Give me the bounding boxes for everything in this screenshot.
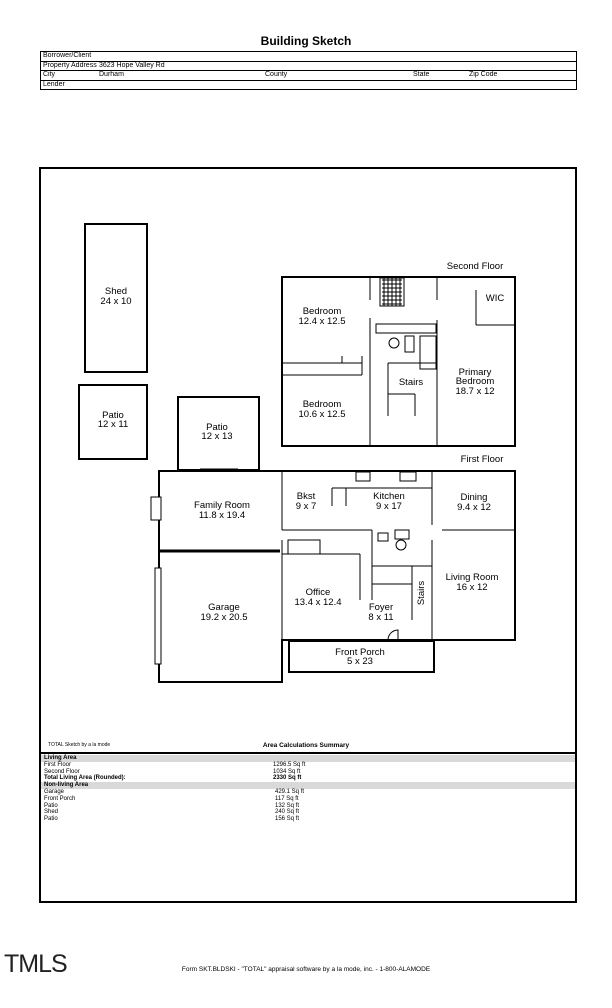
room-name: Dining (460, 492, 488, 503)
property-address: 3623 Hope Valley Rd (99, 61, 165, 69)
room-dimensions: 5 x 23 (347, 656, 373, 667)
county-label: County (265, 71, 288, 79)
zip-label: Zip Code (469, 71, 498, 79)
room-dimensions: 11.8 x 19.4 (198, 510, 246, 521)
area-summary-table (41, 755, 575, 823)
room-name: Bedroom (302, 306, 342, 317)
room-dimensions: 9.4 x 12 (457, 502, 491, 513)
first-floor-label: First Floor (460, 454, 504, 465)
total-living-row: Total Living Area (Rounded): 2330 Sq ft (44, 775, 302, 782)
room-dimensions: 24 x 10 (100, 296, 132, 307)
room-name: Bkst (296, 491, 316, 502)
area-row: Patio 132 Sq ft (44, 802, 300, 809)
area-row: Shed 240 Sq ft (44, 809, 300, 816)
room-name: Living Room (445, 572, 499, 583)
sketch-credit: TOTAL Sketch by a la mode (48, 742, 111, 748)
room-name: Kitchen (373, 491, 405, 502)
room-name: Stairs (416, 580, 427, 606)
second-floor-label: Second Floor (446, 261, 504, 272)
room-name: Family Room (194, 500, 250, 511)
borrower-label: Borrower/Client (43, 52, 92, 60)
area-summary-title: Area Calculations Summary (262, 742, 350, 749)
room-dimensions: 9 x 17 (376, 501, 402, 512)
room-name: Bedroom (455, 376, 495, 387)
room-dimensions: 19.2 x 20.5 (200, 612, 248, 623)
room-name: Primary (458, 367, 492, 378)
room-name: Stairs (398, 377, 424, 388)
area-divider (41, 752, 575, 754)
lender-label: Lender (43, 80, 65, 88)
room-dimensions: 8 x 11 (368, 612, 394, 623)
room-name: Foyer (368, 602, 394, 613)
page-title: Building Sketch (260, 34, 352, 48)
room-dimensions: 10.6 x 12.5 (298, 409, 346, 420)
room-dimensions: 12.4 x 12.5 (298, 316, 346, 327)
room-name: Garage (208, 602, 240, 613)
room-dimensions: 13.4 x 12.4 (294, 597, 342, 608)
room-name: WIC (485, 293, 505, 304)
nonliving-area-header: Non-living Area (41, 782, 575, 789)
room-dimensions: 12 x 13 (201, 431, 233, 442)
area-row: Garage 429.1 Sq ft (44, 788, 305, 795)
area-row: First Floor 1296.5 Sq ft (44, 761, 306, 768)
area-row: Second Floor 1034 Sq ft (44, 768, 301, 775)
area-row: Front Porch 117 Sq ft (44, 795, 299, 802)
city-value: Durham (99, 71, 124, 79)
footer-text: Form SKT.BLDSKI - "TOTAL" appraisal software by a la mode, inc. - 1-800-ALAMODE (181, 966, 431, 973)
state-label: State (413, 71, 430, 79)
room-dimensions: 16 x 12 (456, 582, 488, 593)
living-area-header: Living Area (41, 755, 575, 762)
city-label: City (43, 71, 56, 79)
room-dimensions: 18.7 x 12 (455, 386, 495, 397)
property-label: Property Address (43, 61, 97, 69)
mls-logo: TMLS (4, 950, 67, 978)
room-name: Patio (102, 410, 124, 421)
room-name: Office (305, 587, 331, 598)
room-name: Bedroom (302, 399, 342, 410)
room-name: Shed (104, 286, 128, 297)
room-name: Patio (206, 422, 228, 433)
room-dimensions: 12 x 11 (97, 419, 129, 430)
room-name: Front Porch (335, 647, 385, 658)
area-row: Patio 156 Sq ft (44, 816, 300, 823)
room-dimensions: 9 x 7 (295, 501, 317, 512)
